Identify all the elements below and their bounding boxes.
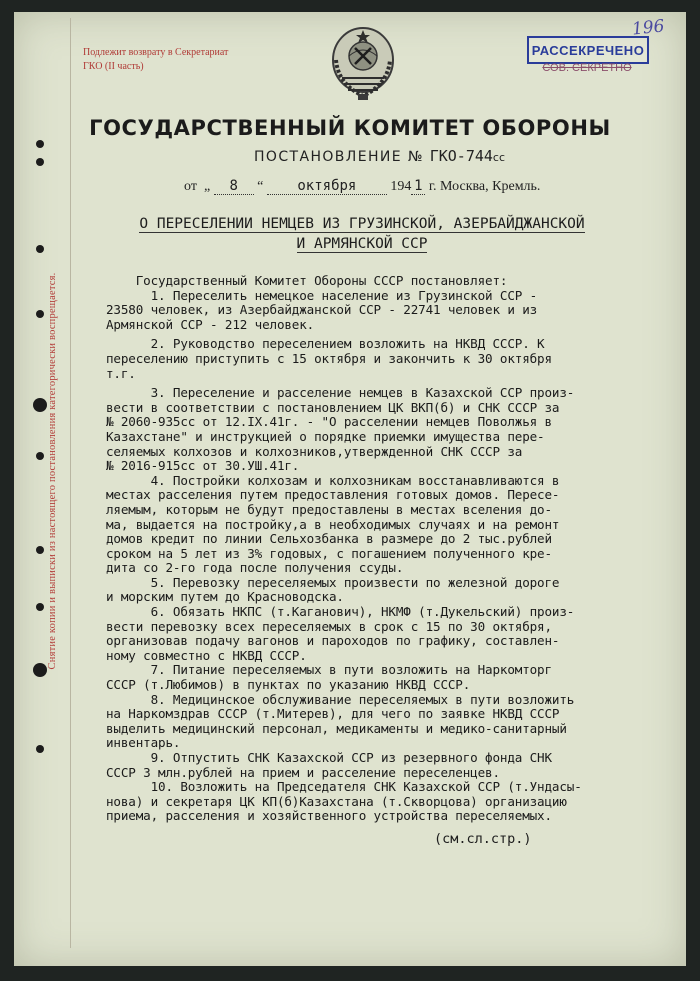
return-note-line: Подлежит возврату в Секретариат xyxy=(83,47,229,58)
body-line: приема, расселения и хозяйственного устройства переселяемых. xyxy=(106,808,552,824)
ussr-emblem-icon xyxy=(330,24,396,104)
body-line: нова) и секретаря ЦК КП(б)Казахстана (т.Скворцова) организацию xyxy=(106,793,567,809)
body-line: 7. Питание переселяемых в пути возложить на Наркомторг xyxy=(106,662,552,678)
return-note-line: ГКО (II часть) xyxy=(83,61,144,72)
binding-hole xyxy=(36,245,44,253)
margin-line xyxy=(70,18,71,948)
body-line: ляемым, которым не будут предоставлены в местах вселения до- xyxy=(106,501,552,517)
date-prefix: от xyxy=(184,179,197,194)
body-line: ному совместно с НКВД СССР. xyxy=(106,647,307,663)
subject-line: О ПЕРЕСЕЛЕНИИ НЕМЦЕВ ИЗ ГРУЗИНСКОЙ, АЗЕРБАЙДЖАНСКОЙ xyxy=(139,216,585,232)
body-line: ма, выдается на постройку,а в необходимых случаях и на ремонт xyxy=(106,516,560,532)
place: г. Москва, Кремль. xyxy=(428,179,541,194)
struck-classification: СОВ. СЕКРЕТНО xyxy=(542,62,632,74)
body-line: Армянской ССР - 212 человек. xyxy=(106,316,315,332)
binding-hole xyxy=(36,140,44,148)
committee-title: ГОСУДАРСТВЕННЫЙ КОМИТЕТ ОБОРОНЫ xyxy=(89,116,611,140)
binding-hole xyxy=(36,452,44,460)
year-prefix: 194 xyxy=(390,179,412,194)
body-line: вести перевозку всех переселяемых в срок с 15 по 30 октября, xyxy=(106,618,552,634)
body-line: 9. Отпустить СНК Казахской ССР из резервного фонда СНК xyxy=(106,750,552,765)
date-line: от „ 8 “ октября 194 1 г. Москва, Кремль. xyxy=(184,178,541,194)
body-line: сроком на 5 лет из 3% годовых, с погашением полученного кре- xyxy=(106,545,552,561)
body-line: и морским путем до Красноводска. xyxy=(106,589,344,605)
body-line: т.г. xyxy=(106,365,136,381)
binding-hole xyxy=(36,310,44,318)
binding-hole xyxy=(36,546,44,554)
declassified-stamp: РАССЕКРЕЧЕНО xyxy=(527,36,649,64)
body-line: 6. Обязать НКПС (т.Каганович), НКМФ (т.Дукельский) произ- xyxy=(106,604,575,620)
body-line: 2. Руководство переселением возложить на НКВД СССР. К xyxy=(106,336,545,352)
body-line: организовав подачу вагонов и пароходов по графику, составлен- xyxy=(106,633,560,649)
body-line: вести в соответствии с постановлением ЦК ВКП(б) и СНК СССР за xyxy=(106,399,560,415)
body-line: домов кредит по линии Сельхозбанка в размере до 2 тыс.рублей xyxy=(106,531,552,547)
side-stamp: Снятие копии и выписки из настоящего постановления категорически воспрещается. xyxy=(47,272,58,670)
body-line: выделить медицинский персонал, медикаменты и медико-санитарный xyxy=(106,720,567,736)
body-line: № 2060-935сс от 12.IX.41г. - "О расселении немцев Поволжья в xyxy=(106,414,552,430)
body-line: 10. Возложить на Председателя СНК Казахской ССР (т.Ундасы- xyxy=(106,779,582,795)
page-number: 196 xyxy=(631,16,666,40)
body-line: № 2016-915сс от 30.УШ.41г. xyxy=(106,458,300,474)
body-line: Казахстане" и инструкцией о порядке приемки имущества пере- xyxy=(106,428,545,444)
body-line: инвентарь. xyxy=(106,735,181,751)
return-note xyxy=(83,46,283,74)
resolution-body xyxy=(106,274,666,824)
body-line: 4. Постройки колхозам и колхозникам восстанавливаются в xyxy=(106,472,560,488)
resolution-label: ПОСТАНОВЛЕНИЕ № xyxy=(254,149,424,165)
body-line: СССР 3 млн.рублей на прием и расселение переселенцев. xyxy=(106,764,500,780)
body-line: 3. Переселение и расселение немцев в Казахской ССР произ- xyxy=(106,385,575,401)
body-line: Государственный Комитет Обороны СССР постановляет: xyxy=(106,273,508,288)
subject-line: И АРМЯНСКОЙ ССР xyxy=(296,236,428,252)
binding-hole xyxy=(33,398,47,412)
resolution-number: ГКО-744 xyxy=(429,147,493,165)
binding-hole xyxy=(36,603,44,611)
body-line: 5. Перевозку переселяемых произвести по железной дороге xyxy=(106,574,560,590)
binding-hole xyxy=(36,745,44,753)
body-line: 8. Медицинское обслуживание переселяемых в пути возложить xyxy=(106,691,575,707)
date-month: октября xyxy=(267,178,387,195)
year-suffix: 1 xyxy=(411,178,425,195)
resolution-line xyxy=(254,147,505,165)
resolution-subject xyxy=(122,214,602,254)
binding-hole xyxy=(33,663,47,677)
body-line: СССР (т.Любимов) в пунктах по указанию НКВД СССР. xyxy=(106,677,471,693)
body-line: дита со 2-го года после получения ссуды. xyxy=(106,560,404,576)
date-day: 8 xyxy=(214,178,254,195)
body-line: на Наркомздрав СССР (т.Митерев), для чего по заявке НКВД СССР xyxy=(106,706,560,722)
body-line: местах расселения путем предоставления готовых домов. Пересе- xyxy=(106,487,560,503)
body-line: переселению приступить с 15 октября и закончить к 30 октября xyxy=(106,350,552,366)
body-line: 1. Переселить немецкое население из Грузинской ССР - xyxy=(106,287,538,303)
continuation-note: (см.сл.стр.) xyxy=(434,831,532,847)
binding-hole xyxy=(36,158,44,166)
resolution-suffix: сс xyxy=(492,151,506,164)
body-line: 23580 человек, из Азербайджанской ССР - 22741 человек и из xyxy=(106,302,538,318)
body-line: селяемых колхозов и колхозников,утвержденной СНК СССР за xyxy=(106,443,523,459)
